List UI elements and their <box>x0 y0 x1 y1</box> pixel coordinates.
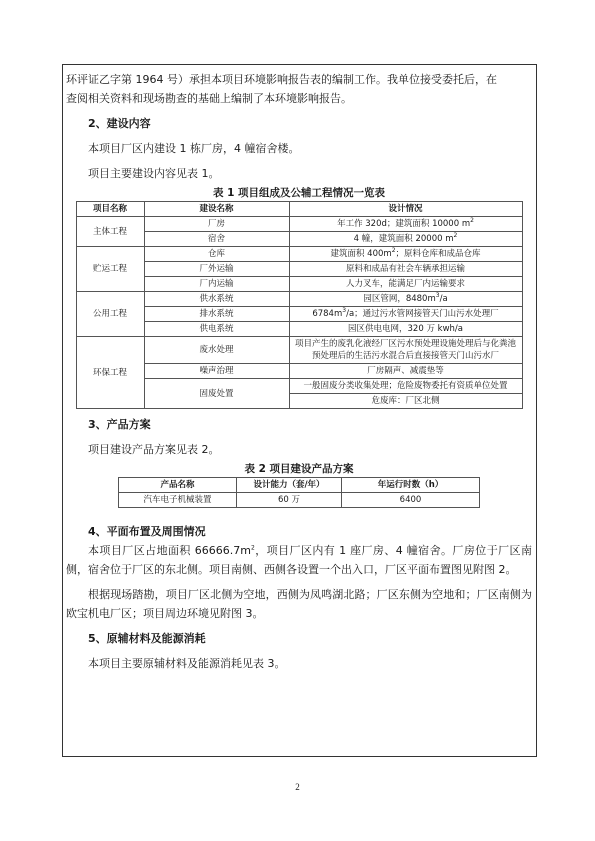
table-cell: 60 万 <box>237 493 342 508</box>
section-2-heading: 2、建设内容 <box>88 117 151 130</box>
table-cell: 6400 <box>342 493 480 508</box>
group-utility: 公用工程 <box>76 292 144 337</box>
header-cell: 设计情况 <box>289 202 522 217</box>
row-name: 厂房 <box>144 217 289 232</box>
section-5-heading: 5、原辅材料及能源消耗 <box>88 632 206 645</box>
header-cell: 建设名称 <box>144 202 289 217</box>
table-row <box>76 247 522 262</box>
section-5-paragraph-1: 本项目主要原辅材料及能源消耗见表 3。 <box>88 657 286 670</box>
row-design: 厂房隔声、减震垫等 <box>289 364 522 379</box>
table-cell: 汽车电子机械装置 <box>119 493 237 508</box>
row-design: 项目产生的废乳化液经厂区污水预处理设施处理后与化粪池预处理后的生活污水混合后直接接管天门山污水厂 <box>289 337 522 364</box>
section-4-heading: 4、平面布置及周围情况 <box>88 525 206 538</box>
row-design: 危废库：厂区北侧 <box>289 394 522 409</box>
group-storage: 贮运工程 <box>76 247 144 292</box>
table-row <box>76 217 522 232</box>
row-design: 原料和成品有社会车辆承担运输 <box>289 262 522 277</box>
table-2-caption: 表 2 项目建设产品方案 <box>244 463 354 475</box>
row-name: 固废处置 <box>144 379 289 409</box>
row-design: 人力叉车，能满足厂内运输要求 <box>289 277 522 292</box>
table-row <box>76 292 522 307</box>
intro-line-1: 环评证乙字第 1964 号）承担本项目环境影响报告表的编制工作。我单位接受委托后，在 <box>66 73 497 86</box>
row-design: 园区管网，$8480m^3/a$ <box>289 292 522 307</box>
group-env: 环保工程 <box>76 337 144 409</box>
row-name: 供水系统 <box>144 292 289 307</box>
table-row <box>119 493 480 508</box>
row-name: 仓库 <box>144 247 289 262</box>
row-design: 一般固废分类收集处理；危险废物委托有资质单位处置 <box>289 379 522 394</box>
row-design: 年工作 320d；建筑面积 10000 $m^2$ <box>289 217 522 232</box>
row-name: 供电系统 <box>144 322 289 337</box>
page-number: 2 <box>295 782 300 792</box>
header-cell: 产品名称 <box>119 478 237 493</box>
row-design: $6784m^3/a$；通过污水管网接管天门山污水处理厂 <box>289 307 522 322</box>
group-main: 主体工程 <box>76 217 144 247</box>
header-cell: 年运行时数（h） <box>342 478 480 493</box>
intro-line-2: 查阅相关资料和现场勘查的基础上编制了本环境影响报告。 <box>66 92 352 105</box>
table-header-row <box>76 202 522 217</box>
row-name: 废水处理 <box>144 337 289 364</box>
section-4-paragraph-1: 本项目厂区占地面积 $66666.7m^2$，项目厂区内有 1 座厂房、4 幢宿舍。厂房位于厂区南侧，宿舍位于厂区的东北侧。项目南侧、西侧各设置一个出入口，厂区平面布置图见附图 2。 <box>66 544 532 576</box>
row-name: 厂外运输 <box>144 262 289 277</box>
header-cell: 项目名称 <box>76 202 144 217</box>
header-cell: 设计能力（套/年） <box>237 478 342 493</box>
row-name: 噪声治理 <box>144 364 289 379</box>
row-name: 厂内运输 <box>144 277 289 292</box>
row-name: 排水系统 <box>144 307 289 322</box>
table-row <box>76 337 522 364</box>
table-2 <box>118 477 480 508</box>
document-body <box>66 70 532 673</box>
section-4-paragraph-2: 根据现场踏勘，项目厂区北侧为空地，西侧为凤鸣湖北路；厂区东侧为空地和；厂区南侧为欧宝机电厂区；项目周边环境见附图 3。 <box>66 588 532 620</box>
row-design: 建筑面积 $400m^2$；原料仓库和成品仓库 <box>289 247 522 262</box>
row-name: 宿舍 <box>144 232 289 247</box>
table-1 <box>76 201 523 409</box>
section-3-paragraph-1: 项目建设产品方案见表 2。 <box>88 443 220 456</box>
row-design: 园区供电电网，320 万 kwh/a <box>289 322 522 337</box>
section-2-paragraph-1: 本项目厂区内建设 1 栋厂房，4 幢宿舍楼。 <box>88 142 300 155</box>
section-3-heading: 3、产品方案 <box>88 418 151 431</box>
row-design: 4 幢，建筑面积 20000 $m^2$ <box>289 232 522 247</box>
section-2-paragraph-2: 项目主要建设内容见表 1。 <box>88 167 220 180</box>
table-header-row <box>119 478 480 493</box>
table-1-caption: 表 1 项目组成及公辅工程情况一览表 <box>212 187 386 199</box>
